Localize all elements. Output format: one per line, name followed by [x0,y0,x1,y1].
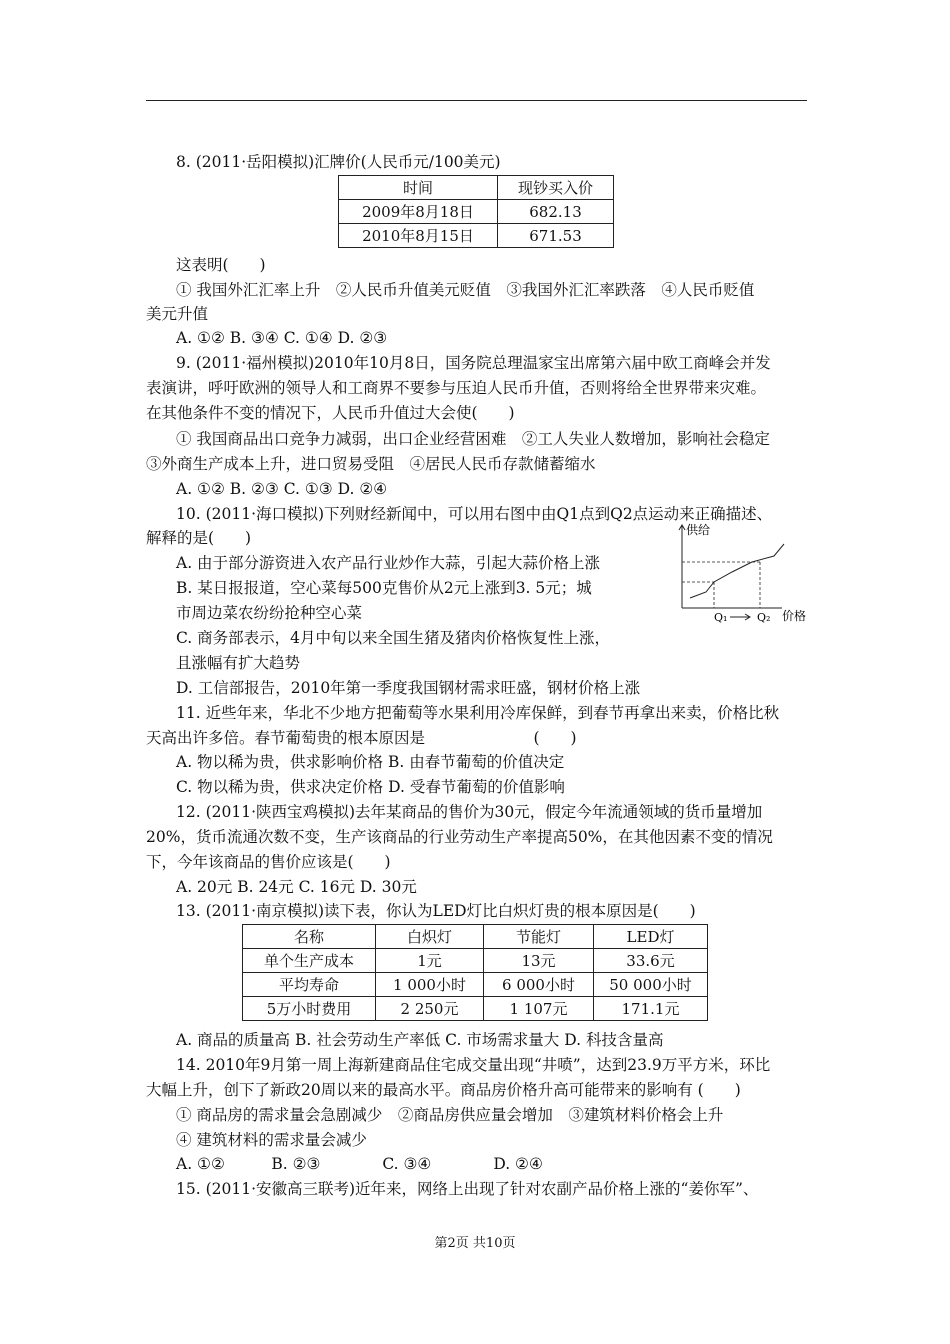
graph-x-label: 价格 [782,609,807,623]
q8-options-cont: 美元升值 [146,305,209,323]
q13-header: 名称 [243,925,376,949]
graph-y-label: 供给 [686,523,711,537]
q10-option-c: C. 商务部表示，4月中旬以来全国生猪及猪肉价格恢复性上涨， [176,629,611,647]
q13-header: LED灯 [594,925,708,949]
q13-lamp-table [242,924,708,1021]
q10-option-b: B. 某日报报道，空心菜每500克售价从2元上涨到3. 5元；城 [176,579,592,597]
q13-header: 白炽灯 [376,925,484,949]
q13-header: 节能灯 [484,925,594,949]
graph-q2-label: Q₂ [757,611,771,624]
q8-exchange-table [338,175,614,248]
q8-prompt: 这表明( ) [176,256,266,274]
q10-option-a: A. 由于部分游资进入农产品行业炒作大蒜，引起大蒜价格上涨 [176,554,601,572]
q13-cell: 2 250元 [376,997,484,1021]
q13-cell: 6 000小时 [484,973,594,997]
q11-options: A. 物以稀为贵，供求影响价格 B. 由春节葡萄的价值决定 [176,753,565,771]
q12-line: 12. (2011·陕西宝鸡模拟)去年某商品的售价为30元，假定今年流通领域的货币量增加 [176,803,763,821]
q8-cell: 2010年8月15日 [339,224,498,248]
q8-options: ① 我国外汇汇率上升 ②人民币升值美元贬值 ③我国外汇汇率跌落 ④人民币贬值 [176,281,755,299]
q11-line: 11. 近些年来，华北不少地方把葡萄等水果利用冷库保鲜，到春节再拿出来卖，价格比秋 [176,704,780,722]
q13-answers: A. 商品的质量高 B. 社会劳动生产率低 C. 市场需求量大 D. 科技含量高 [176,1031,664,1049]
q13-cell: 5万小时费用 [243,997,376,1021]
q13-cell: 1 000小时 [376,973,484,997]
header-rule [146,100,807,101]
q13-cell: 33.6元 [594,949,708,973]
supply-price-graph [670,520,810,630]
q8-cell: 682.13 [498,200,614,224]
q9-answers: A. ①② B. ②③ C. ①③ D. ②④ [176,480,388,498]
supply-curve [690,544,784,598]
q13-line: 13. (2011·南京模拟)读下表，你认为LED灯比白炽灯贵的根本原因是( ) [176,902,696,920]
q15-line: 15. (2011·安徽高三联考)近年来，网络上出现了针对农副产品价格上涨的“姜你军”、 [176,1180,759,1198]
q13-cell: 171.1元 [594,997,708,1021]
q10-line: 解释的是( ) [146,529,252,547]
q12-answers: A. 20元 B. 24元 C. 16元 D. 30元 [176,878,417,896]
q10-option-b-cont: 市周边菜农纷纷抢种空心菜 [176,604,363,622]
q9-line: 9. (2011·福州模拟)2010年10月8日，国务院总理温家宝出席第六届中欧工商峰会并发 [176,354,771,372]
q13-cell: 1 107元 [484,997,594,1021]
q13-cell: 50 000小时 [594,973,708,997]
q9-line: 表演讲，呼吁欧洲的领导人和工商界不要参与压迫人民币升值，否则将给全世界带来灾难。 [146,379,767,397]
q9-options: ① 我国商品出口竞争力减弱，出口企业经营困难 ②工人失业人数增加，影响社会稳定 [176,430,770,448]
q9-options-cont: ③外商生产成本上升，进口贸易受阻 ④居民人民币存款储蓄缩水 [146,455,596,473]
q10-option-d: D. 工信部报告，2010年第一季度我国钢材需求旺盛，钢材价格上涨 [176,679,641,697]
q8-answers: A. ①② B. ③④ C. ①④ D. ②③ [176,329,388,347]
q8-header-price: 现钞买入价 [498,176,614,200]
q9-line: 在其他条件不变的情况下，人民币升值过大会使( ) [146,404,515,422]
q14-line: 14. 2010年9月第一周上海新建商品住宅成交量出现“井喷”，达到23.9万平方米，环比 [176,1056,771,1074]
q14-options-cont: ④ 建筑材料的需求量会减少 [176,1131,367,1149]
q12-line: 下，今年该商品的售价应该是( ) [146,853,391,871]
graph-q1-label: Q₁ [714,611,728,624]
q13-cell: 1元 [376,949,484,973]
q8-stem: 8. (2011·岳阳模拟)汇牌价(人民币元/100美元) [176,153,501,171]
q14-answers: A. ①② B. ②③ C. ③④ D. ②④ [176,1155,543,1173]
q8-cell: 671.53 [498,224,614,248]
q11-line: 天高出许多倍。春节葡萄贵的根本原因是 ( ) [146,729,577,747]
q13-cell: 13元 [484,949,594,973]
q14-options: ① 商品房的需求量会急剧减少 ②商品房供应量会增加 ③建筑材料价格会上升 [176,1106,724,1124]
q11-options: C. 物以稀为贵，供求决定价格 D. 受春节葡萄的价值影响 [176,778,565,796]
q10-option-c-cont: 且涨幅有扩大趋势 [176,654,301,672]
q14-line: 大幅上升，创下了新政20周以来的最高水平。商品房价格升高可能带来的影响有 ( ) [146,1081,741,1099]
q10-line: 10. (2011·海口模拟)下列财经新闻中，可以用右图中由Q1点到Q2点运动来正确描述、 [176,505,773,523]
q13-cell: 平均寿命 [243,973,376,997]
q12-line: 20%，货币流通次数不变，生产该商品的行业劳动生产率提高50%，在其他因素不变的情况 [146,828,773,846]
q8-cell: 2009年8月18日 [339,200,498,224]
q8-header-time: 时间 [339,176,498,200]
page-footer: 第2页 共10页 [434,1236,516,1251]
q13-cell: 单个生产成本 [243,949,376,973]
